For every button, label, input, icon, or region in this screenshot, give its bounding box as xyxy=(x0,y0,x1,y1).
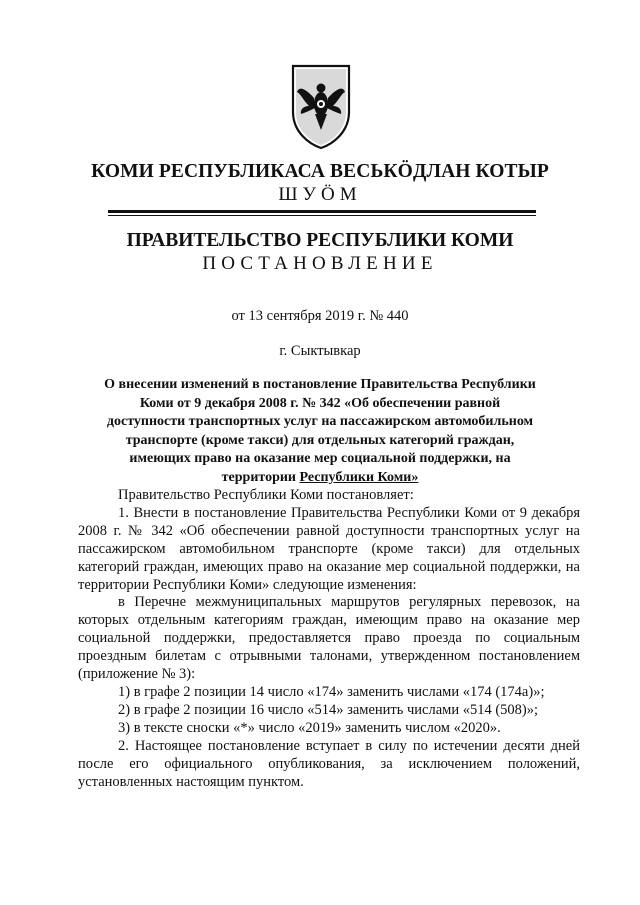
document-title xyxy=(100,376,540,488)
document-title-tail: Республики Коми» xyxy=(299,469,419,485)
body-paragraph-subitem-1: 1) в графе 2 позиции 14 число «174» заменить числами «174 (174а)»; xyxy=(118,683,545,700)
document-date-number: от 13 сентября 2019 г. № 440 xyxy=(231,308,409,324)
header-komi-doc-type: ШУӦМ xyxy=(278,184,362,205)
header-doc-type: ПОСТАНОВЛЕНИЕ xyxy=(202,253,438,274)
body-paragraph-item-1: 1. Внести в постановление Правительства Республики Коми от 9 декабря 2008 г. № 342 «Об обеспечении равной доступности транспортных услуг на пассажирском автомобильном транспорте (кроме такси) для отдельных категорий граждан, имеющих право на оказание мер социальной поддержки, на территории Республики Коми» следующие изменения: xyxy=(78,504,580,593)
document-city: г. Сыктывкар xyxy=(279,343,361,359)
header-divider-thin xyxy=(108,215,536,216)
body-paragraph-intro: Правительство Республики Коми постановляет: xyxy=(118,487,414,503)
body-paragraph-subitem-3: 3) в тексте сноски «*» число «2019» заменить числом «2020». xyxy=(118,719,501,736)
header-divider-thick xyxy=(108,210,536,213)
body-paragraph-item-2: 2. Настоящее постановление вступает в силу по истечении десяти дней после его официального опубликования, за исключением положений, установленных настоящим пунктом. xyxy=(78,737,580,790)
coat-of-arms-icon xyxy=(287,62,355,150)
body-paragraph-list-intro: в Перечне межмуниципальных маршрутов регулярных перевозок, на которых отдельным категориям граждан, имеющим право на оказание мер социальной поддержки, предоставляется право проезда по социальным проездным билетам с отрывными талонами, утвержденном постановлением (приложение № 3): xyxy=(78,594,580,683)
document-title-main: О внесении изменений в постановление Правительства Республики Коми от 9 декабря 2008 г. № 342 «Об обеспечении равной доступности транспортных услуг на пассажирском автомобильном транспорте (кроме такси) для отдельных категорий граждан, имеющих право на оказание мер социальной поддержки, на территории xyxy=(104,377,536,485)
body-paragraph-subitem-2: 2) в графе 2 позиции 16 число «514» заменить числами «514 (508)»; xyxy=(118,701,539,718)
header-government-title: ПРАВИТЕЛЬСТВО РЕСПУБЛИКИ КОМИ xyxy=(126,230,514,251)
header-komi-title: КОМИ РЕСПУБЛИКАСА ВЕСЬКӦДЛАН КОТЫР xyxy=(91,161,549,182)
document-body xyxy=(78,487,580,791)
